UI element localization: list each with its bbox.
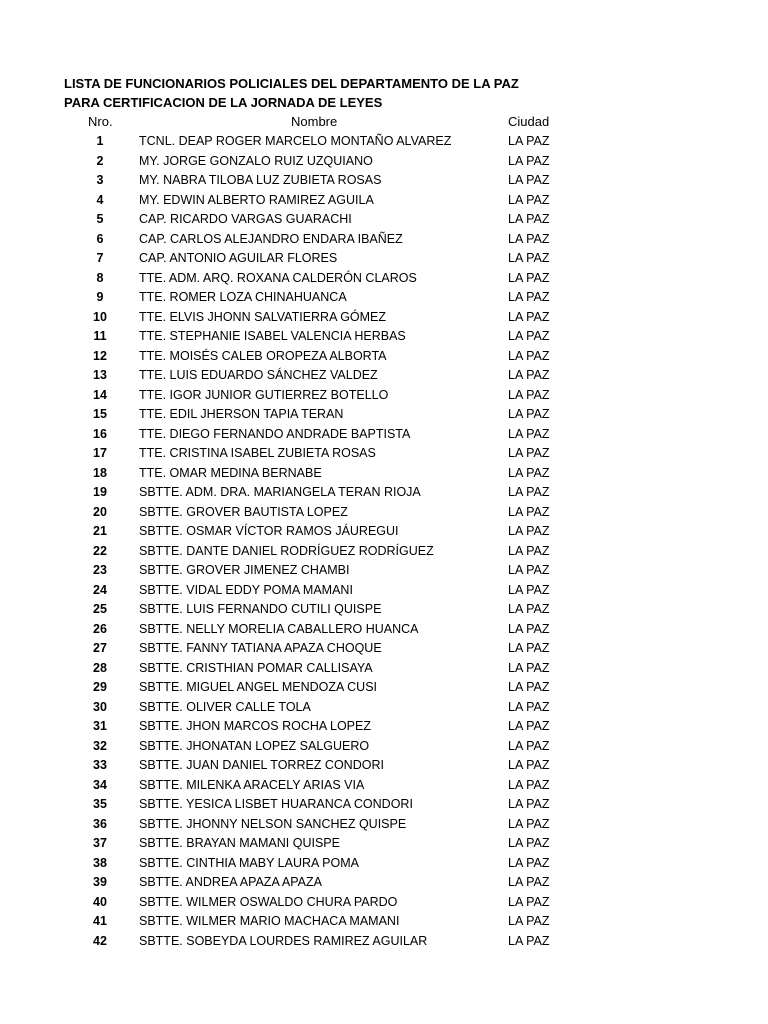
row-number: 35 — [93, 797, 107, 811]
officer-name: TTE. MOISÉS CALEB OROPEZA ALBORTA — [139, 348, 387, 363]
row-number: 37 — [93, 836, 107, 850]
row-number: 12 — [93, 348, 107, 363]
table-row — [0, 270, 768, 290]
officer-name: SBTTE. GROVER JIMENEZ CHAMBI — [139, 563, 350, 577]
officer-name: TTE. ELVIS JHONN SALVATIERRA GÓMEZ — [139, 309, 387, 324]
city: LA PAZ — [508, 758, 550, 772]
officer-name: CAP. CARLOS ALEJANDRO ENDARA IBAÑEZ — [139, 231, 403, 246]
row-number: 36 — [93, 816, 107, 831]
table-row — [0, 874, 768, 894]
table-row — [0, 192, 768, 212]
table-row — [0, 679, 768, 699]
row-number: 28 — [93, 660, 107, 675]
document-title-line-1: LISTA DE FUNCIONARIOS POLICIALES DEL DEPARTAMENTO DE LA PAZ — [64, 76, 519, 91]
city: LA PAZ — [508, 446, 550, 460]
officer-name: SBTTE. CINTHIA MABY LAURA POMA — [139, 855, 359, 870]
table-row — [0, 796, 768, 816]
table-row — [0, 640, 768, 660]
table-row — [0, 562, 768, 582]
officer-name: SBTTE. MILENKA ARACELY ARIAS VIA — [139, 777, 365, 792]
table-row — [0, 738, 768, 758]
table-row — [0, 855, 768, 875]
table-row — [0, 328, 768, 348]
officer-name: SBTTE. CRISTHIAN POMAR CALLISAYA — [139, 660, 373, 675]
city: LA PAZ — [508, 387, 550, 402]
officer-name: TTE. EDIL JHERSON TAPIA TERAN — [139, 407, 344, 421]
table-row — [0, 367, 768, 387]
officer-name: CAP. RICARDO VARGAS GUARACHI — [139, 212, 352, 226]
city: LA PAZ — [508, 582, 550, 597]
table-row — [0, 211, 768, 231]
table-row — [0, 153, 768, 173]
table-row — [0, 406, 768, 426]
officer-name: SBTTE. OSMAR VÍCTOR RAMOS JÁUREGUI — [139, 524, 399, 538]
row-number: 39 — [93, 875, 107, 889]
officer-name: MY. NABRA TILOBA LUZ ZUBIETA ROSAS — [139, 173, 382, 187]
row-number: 33 — [93, 758, 107, 772]
city: LA PAZ — [508, 329, 550, 343]
officer-name: SBTTE. WILMER MARIO MACHACA MAMANI — [139, 914, 400, 928]
city: LA PAZ — [508, 426, 550, 441]
city: LA PAZ — [508, 348, 550, 363]
city: LA PAZ — [508, 602, 550, 616]
city: LA PAZ — [508, 680, 550, 694]
table-row — [0, 387, 768, 407]
row-number: 9 — [96, 290, 104, 304]
table-row — [0, 933, 768, 953]
officer-name: SBTTE. SOBEYDA LOURDES RAMIREZ AGUILAR — [139, 933, 428, 948]
city: LA PAZ — [508, 855, 550, 870]
city: LA PAZ — [508, 173, 550, 187]
document-title-line-2: PARA CERTIFICACION DE LA JORNADA DE LEYES — [64, 95, 383, 110]
row-number: 26 — [93, 621, 107, 636]
table-row — [0, 582, 768, 602]
row-number: 7 — [96, 251, 104, 265]
row-number: 30 — [93, 699, 107, 714]
officer-name: MY. JORGE GONZALO RUIZ UZQUIANO — [139, 153, 373, 168]
officer-name: SBTTE. WILMER OSWALDO CHURA PARDO — [139, 894, 398, 909]
officer-name: TTE. CRISTINA ISABEL ZUBIETA ROSAS — [139, 446, 376, 460]
officer-name: TTE. DIEGO FERNANDO ANDRADE BAPTISTA — [139, 426, 411, 441]
column-header-nro: Nro. — [88, 114, 113, 129]
row-number: 32 — [93, 738, 107, 753]
city: LA PAZ — [508, 368, 550, 382]
city: LA PAZ — [508, 641, 550, 655]
city: LA PAZ — [508, 251, 550, 265]
city: LA PAZ — [508, 797, 550, 811]
city: LA PAZ — [508, 660, 550, 675]
city: LA PAZ — [508, 933, 550, 948]
city: LA PAZ — [508, 465, 550, 480]
row-number: 1 — [96, 134, 104, 148]
row-number: 4 — [96, 192, 104, 207]
officer-name: CAP. ANTONIO AGUILAR FLORES — [139, 251, 338, 265]
officer-name: SBTTE. OLIVER CALLE TOLA — [139, 699, 311, 714]
officer-name: SBTTE. VIDAL EDDY POMA MAMANI — [139, 582, 353, 597]
officer-name: SBTTE. JHONNY NELSON SANCHEZ QUISPE — [139, 816, 407, 831]
table-row — [0, 484, 768, 504]
row-number: 31 — [93, 719, 107, 733]
row-number: 34 — [93, 777, 107, 792]
table-row — [0, 757, 768, 777]
city: LA PAZ — [508, 816, 550, 831]
city: LA PAZ — [508, 543, 550, 558]
table-row — [0, 309, 768, 329]
row-number: 17 — [93, 446, 107, 460]
table-row — [0, 172, 768, 192]
row-number: 21 — [93, 524, 107, 538]
row-number: 19 — [93, 485, 107, 499]
table-row — [0, 816, 768, 836]
officer-name: SBTTE. LUIS FERNANDO CUTILI QUISPE — [139, 602, 382, 616]
table-row — [0, 835, 768, 855]
officer-name: SBTTE. MIGUEL ANGEL MENDOZA CUSI — [139, 680, 378, 694]
city: LA PAZ — [508, 719, 550, 733]
row-number: 27 — [93, 641, 107, 655]
officer-name: TTE. IGOR JUNIOR GUTIERREZ BOTELLO — [139, 387, 389, 402]
city: LA PAZ — [508, 407, 550, 421]
officer-name: SBTTE. JHONATAN LOPEZ SALGUERO — [139, 738, 370, 753]
row-number: 8 — [96, 270, 104, 285]
table-row — [0, 231, 768, 251]
table-row — [0, 777, 768, 797]
table-row — [0, 543, 768, 563]
officer-name: SBTTE. FANNY TATIANA APAZA CHOQUE — [139, 641, 382, 655]
city: LA PAZ — [508, 134, 550, 148]
row-number: 42 — [93, 933, 107, 948]
column-header-nombre: Nombre — [291, 114, 338, 129]
table-row — [0, 426, 768, 446]
row-number: 2 — [96, 153, 104, 168]
city: LA PAZ — [508, 914, 550, 928]
city: LA PAZ — [508, 836, 550, 850]
row-number: 15 — [93, 407, 107, 421]
table-row — [0, 445, 768, 465]
city: LA PAZ — [508, 563, 550, 577]
row-number: 20 — [93, 504, 107, 519]
officer-list — [0, 133, 768, 952]
row-number: 25 — [93, 602, 107, 616]
city: LA PAZ — [508, 875, 550, 889]
table-row — [0, 718, 768, 738]
row-number: 5 — [96, 212, 104, 226]
officer-name: SBTTE. ADM. DRA. MARIANGELA TERAN RIOJA — [139, 485, 421, 499]
officer-name: TTE. LUIS EDUARDO SÁNCHEZ VALDEZ — [139, 368, 378, 382]
row-number: 24 — [93, 582, 107, 597]
officer-name: SBTTE. JUAN DANIEL TORREZ CONDORI — [139, 758, 384, 772]
row-number: 40 — [93, 894, 107, 909]
officer-name: TTE. ADM. ARQ. ROXANA CALDERÓN CLAROS — [139, 270, 417, 285]
row-number: 6 — [96, 231, 104, 246]
table-row — [0, 699, 768, 719]
officer-name: SBTTE. GROVER BAUTISTA LOPEZ — [139, 504, 348, 519]
city: LA PAZ — [508, 309, 550, 324]
city: LA PAZ — [508, 212, 550, 226]
officer-name: SBTTE. DANTE DANIEL RODRÍGUEZ RODRÍGUEZ — [139, 543, 434, 558]
city: LA PAZ — [508, 504, 550, 519]
city: LA PAZ — [508, 777, 550, 792]
city: LA PAZ — [508, 699, 550, 714]
city: LA PAZ — [508, 894, 550, 909]
city: LA PAZ — [508, 485, 550, 499]
row-number: 22 — [93, 543, 107, 558]
officer-name: SBTTE. ANDREA APAZA APAZA — [139, 875, 322, 889]
officer-name: MY. EDWIN ALBERTO RAMIREZ AGUILA — [139, 192, 374, 207]
row-number: 10 — [93, 309, 107, 324]
officer-name: TTE. OMAR MEDINA BERNABE — [139, 465, 322, 480]
column-header-ciudad: Ciudad — [508, 114, 550, 129]
city: LA PAZ — [508, 270, 550, 285]
row-number: 13 — [93, 368, 107, 382]
table-row — [0, 504, 768, 524]
row-number: 18 — [93, 465, 107, 480]
row-number: 29 — [93, 680, 107, 694]
row-number: 11 — [93, 329, 107, 343]
table-row — [0, 894, 768, 914]
table-row — [0, 621, 768, 641]
table-row — [0, 601, 768, 621]
officer-name: SBTTE. BRAYAN MAMANI QUISPE — [139, 836, 340, 850]
row-number: 14 — [93, 387, 107, 402]
officer-name: SBTTE. NELLY MORELIA CABALLERO HUANCA — [139, 621, 419, 636]
table-row — [0, 913, 768, 933]
officer-name: SBTTE. YESICA LISBET HUARANCA CONDORI — [139, 797, 413, 811]
table-row — [0, 523, 768, 543]
row-number: 38 — [93, 855, 107, 870]
table-row — [0, 348, 768, 368]
officer-name: SBTTE. JHON MARCOS ROCHA LOPEZ — [139, 719, 371, 733]
table-row — [0, 289, 768, 309]
city: LA PAZ — [508, 192, 550, 207]
city: LA PAZ — [508, 231, 550, 246]
table-row — [0, 465, 768, 485]
officer-name: TCNL. DEAP ROGER MARCELO MONTAÑO ALVAREZ — [139, 134, 452, 148]
city: LA PAZ — [508, 621, 550, 636]
city: LA PAZ — [508, 290, 550, 304]
table-row — [0, 133, 768, 153]
city: LA PAZ — [508, 153, 550, 168]
row-number: 16 — [93, 426, 107, 441]
table-row — [0, 660, 768, 680]
officer-name: TTE. STEPHANIE ISABEL VALENCIA HERBAS — [139, 329, 406, 343]
city: LA PAZ — [508, 524, 550, 538]
officer-name: TTE. ROMER LOZA CHINAHUANCA — [139, 290, 347, 304]
city: LA PAZ — [508, 738, 550, 753]
row-number: 23 — [93, 563, 107, 577]
table-row — [0, 250, 768, 270]
row-number: 3 — [96, 173, 104, 187]
row-number: 41 — [93, 914, 107, 928]
